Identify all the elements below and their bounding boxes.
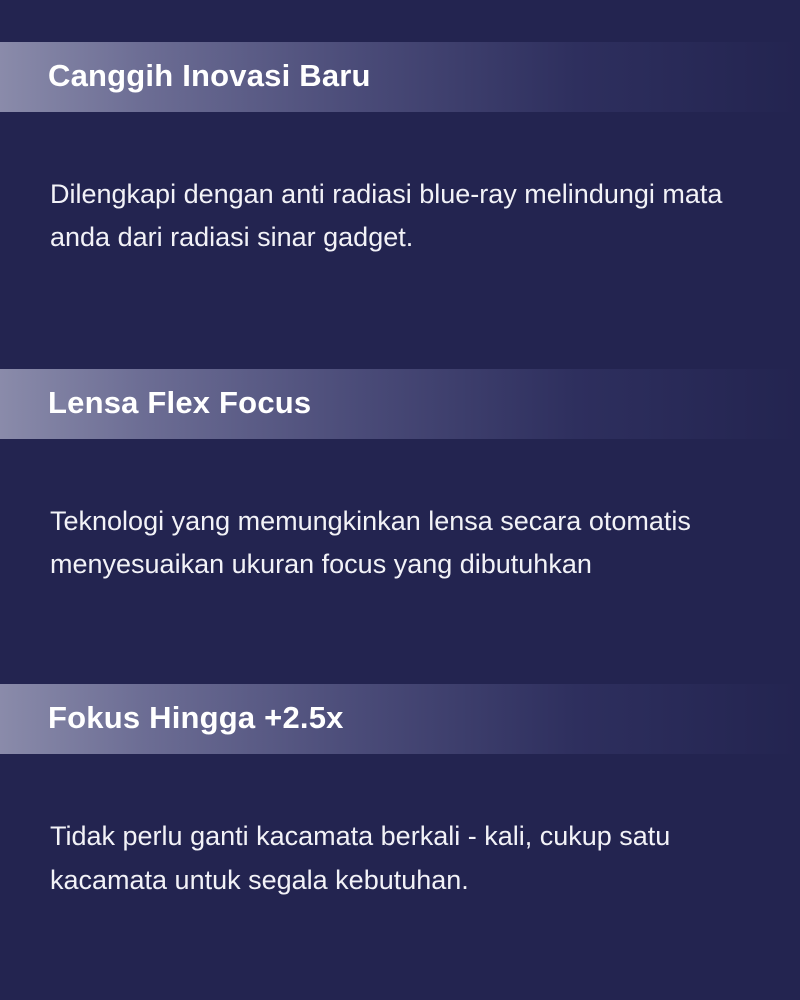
feature-title: Lensa Flex Focus (48, 385, 312, 421)
section-spacer (0, 287, 800, 369)
feature-title: Fokus Hingga +2.5x (48, 700, 344, 736)
feature-description: Teknologi yang memungkinkan lensa secara otomatis menyesuaikan ukuran focus yang dibutuhkan (50, 505, 691, 580)
feature-description: Dilengkapi dengan anti radiasi blue-ray melindungi mata anda dari radiasi sinar gadget. (50, 178, 723, 253)
section-spacer (0, 614, 800, 684)
feature-item (0, 42, 800, 260)
feature-title: Canggih Inovasi Baru (48, 58, 371, 93)
feature-item (0, 684, 800, 902)
feature-header-band (0, 369, 800, 439)
feature-header-band (0, 42, 800, 112)
feature-item (0, 369, 800, 587)
feature-header-band (0, 684, 800, 754)
feature-description: Tidak perlu ganti kacamata berkali - kali, cukup satu kacamata untuk segala kebutuhan. (50, 820, 671, 895)
